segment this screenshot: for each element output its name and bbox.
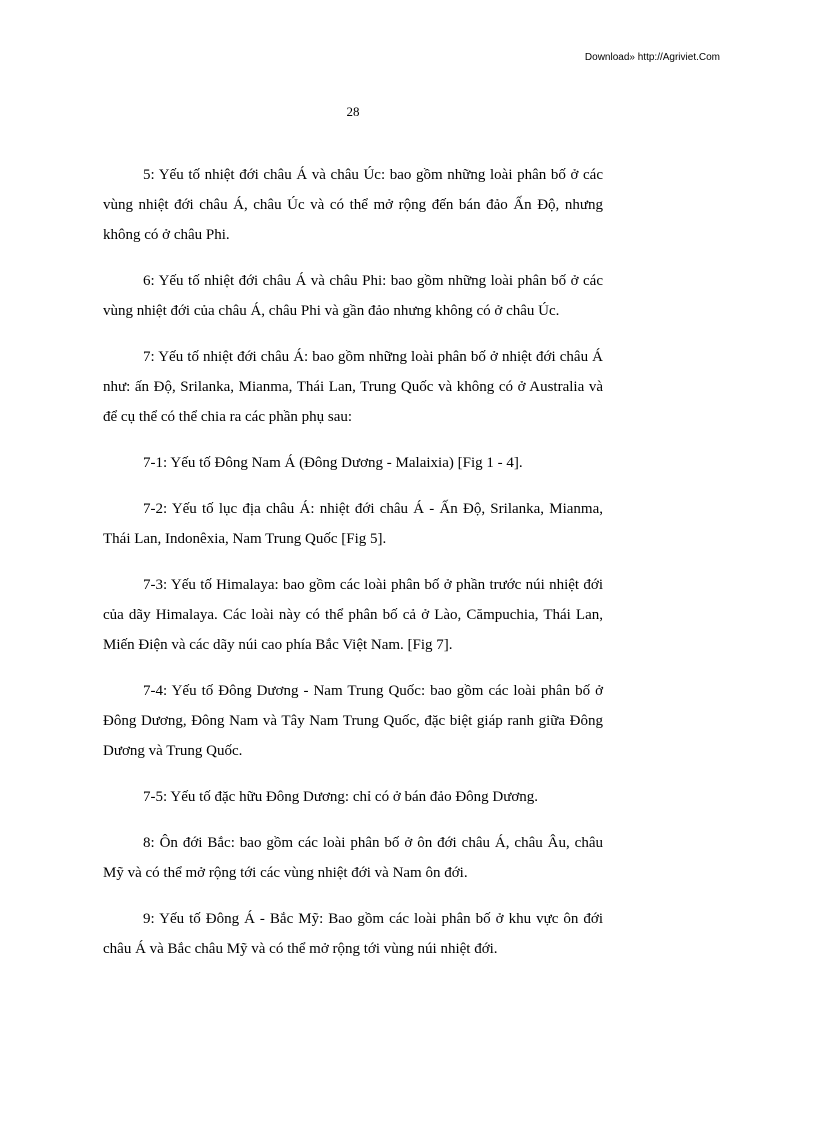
paragraph-9: 9: Yếu tố Đông Á - Bắc Mỹ: Bao gồm các loài phân bố ở khu vực ôn đới châu Á và Bắc châu Mỹ và có thể mở rộng tới vùng núi nhiệt đới.: [103, 911, 603, 957]
paragraph-8: 8: Ôn đới Bắc: bao gồm các loài phân bố ở ôn đới châu Á, châu Âu, châu Mỹ và có thể mở rộng tới các vùng nhiệt đới và Nam ôn đới.: [103, 835, 603, 881]
paragraph-7-1: 7-1: Yếu tố Đông Nam Á (Đông Dương - Malaixia) [Fig 1 - 4].: [143, 455, 523, 471]
paragraph-7-3: 7-3: Yếu tố Himalaya: bao gồm các loài phân bố ở phần trước núi nhiệt đới của dãy Himalaya. Các loài này có thể phân bố cả ở Lào, Cămpuchia, Thái Lan, Miến Điện và các dãy núi cao phía Bắc Việt Nam. [Fig 7].: [103, 577, 603, 653]
page-number: 28: [346, 104, 360, 119]
paragraph-7-4: 7-4: Yếu tố Đông Dương - Nam Trung Quốc: bao gồm các loài phân bố ở Đông Dương, Đông Nam và Tây Nam Trung Quốc, đặc biệt giáp ranh giữa Đông Dương và Trung Quốc.: [103, 683, 603, 759]
paragraph-6: 6: Yếu tố nhiệt đới châu Á và châu Phi: bao gồm những loài phân bố ở các vùng nhiệt đới của châu Á, châu Phi và gần đảo nhưng không có ở châu Úc.: [103, 273, 603, 319]
paragraph-5: 5: Yếu tố nhiệt đới châu Á và châu Úc: bao gồm những loài phân bố ở các vùng nhiệt đới châu Á, châu Úc và có thể mở rộng đến bán đảo Ấn Độ, nhưng không có ở châu Phi.: [103, 167, 603, 243]
document-body: [103, 160, 603, 980]
paragraph-7-5: 7-5: Yếu tố đặc hữu Đông Dương: chỉ có ở bán đảo Đông Dương.: [143, 789, 539, 805]
download-link[interactable]: Download» http://Agriviet.Com: [584, 52, 720, 63]
paragraph-7-2: 7-2: Yếu tố lục địa châu Á: nhiệt đới châu Á - Ấn Độ, Srilanka, Mianma, Thái Lan, Indonêxia, Nam Trung Quốc [Fig 5].: [103, 501, 603, 547]
paragraph-7: 7: Yếu tố nhiệt đới châu Á: bao gồm những loài phân bố ở nhiệt đới châu Á như: ấn Độ, Srilanka, Mianma, Thái Lan, Trung Quốc và không có ở Australia và để cụ thể có thể chia ra các phần phụ sau:: [103, 349, 603, 425]
